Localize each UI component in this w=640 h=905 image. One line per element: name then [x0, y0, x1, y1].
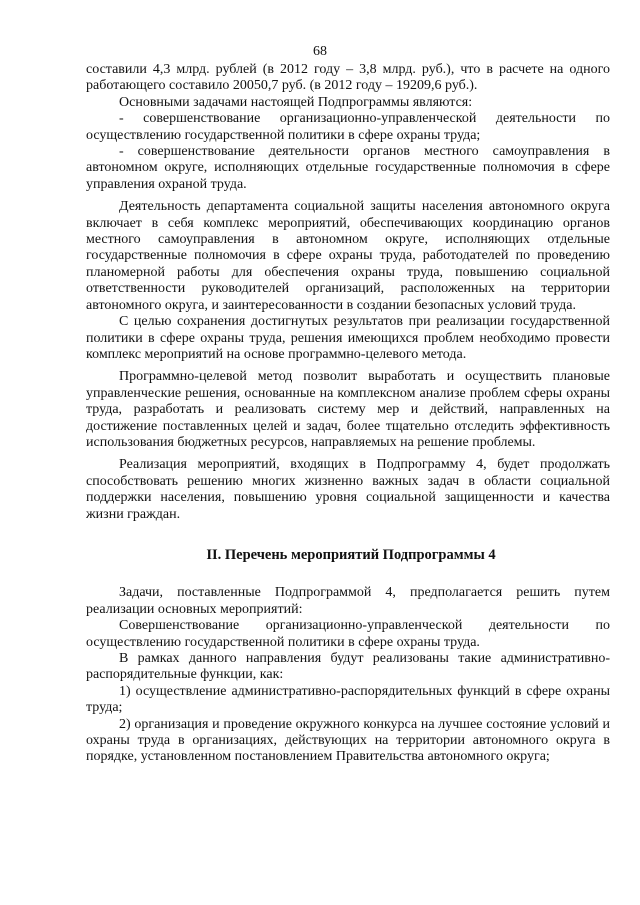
paragraph-program-method: Программно-целевой метод позволит выработать и осуществить плановые управленческие решения, основанные на комплексном анализе проблем сферы охраны труда, разработать и реализовать систему мер и действий, направленных на достижение поставленных целей и задач, более тщательно отследить эффективность использования бюджетных ресурсов, направляемых на решение проблемы. — [86, 369, 610, 450]
paragraph-task-1: - совершенствование организационно-управленческой деятельности по осуществлению государственной политики в сфере охраны труда; — [86, 111, 610, 143]
paragraph-goal: С целью сохранения достигнутых результатов при реализации государственной политики в сфере охраны труда, решения имеющихся проблем необходимо провести комплекс мероприятий на основе программно-целевого метода. — [86, 314, 610, 362]
paragraph-direction: В рамках данного направления будут реализованы такие административно-распорядительные функции, как: — [86, 651, 610, 683]
paragraph-tasks-intro: Основными задачами настоящей Подпрограммы являются: — [119, 94, 473, 110]
section-heading: II. Перечень мероприятий Подпрограммы 4 — [206, 546, 496, 563]
list-item-1: 1) осуществление административно-распорядительных функций в сфере охраны труда; — [86, 683, 610, 716]
paragraph-improvement: Совершенствование организационно-управленческой деятельности по осуществлению государственной политики в сфере охраны труда. — [86, 618, 610, 650]
page-number: 68 — [313, 44, 327, 59]
page-body — [86, 62, 610, 766]
paragraph-task-2: - совершенствование деятельности органов местного самоуправления в автономном округе, исполняющих отдельные государственные полномочия в сфере управления охраной труда. — [86, 144, 610, 192]
paragraph-department-activity: Деятельность департамента социальной защиты населения автономного округа включает в себя комплекс мероприятий, обеспечивающих координацию органов местного самоуправления в автономном округе, исполняющих отдельные государственные полномочия в сфере охраны труда, работодателей по проведению планомерной работы для обеспечения охраны труда, повышению социальной ответственности руководителей организаций, расположенных на территории автономного округа, и заинтересованности в создании безопасных условий труда. — [86, 199, 610, 313]
paragraph-objectives: Задачи, поставленные Подпрограммой 4, предполагается решить путем реализации основных мероприятий: — [86, 585, 610, 617]
paragraph-implementation: Реализация мероприятий, входящих в Подпрограмму 4, будет продолжать способствовать решению многих жизненно важных задач в области социальной поддержки населения, повышению уровня социальной защищенности и качества жизни граждан. — [86, 457, 610, 522]
paragraph-continuation: составили 4,3 млрд. рублей (в 2012 году – 3,8 млрд. руб.), что в расчете на одного работающего составило 20050,7 руб. (в 2012 году – 19209,6 руб.). — [86, 62, 610, 94]
list-item-2: 2) организация и проведение окружного конкурса на лучшее состояние условий и охраны труда в организациях, действующих на территории автономного округа в порядке, установленном постановлением Правительства автономного округа; — [86, 716, 610, 765]
